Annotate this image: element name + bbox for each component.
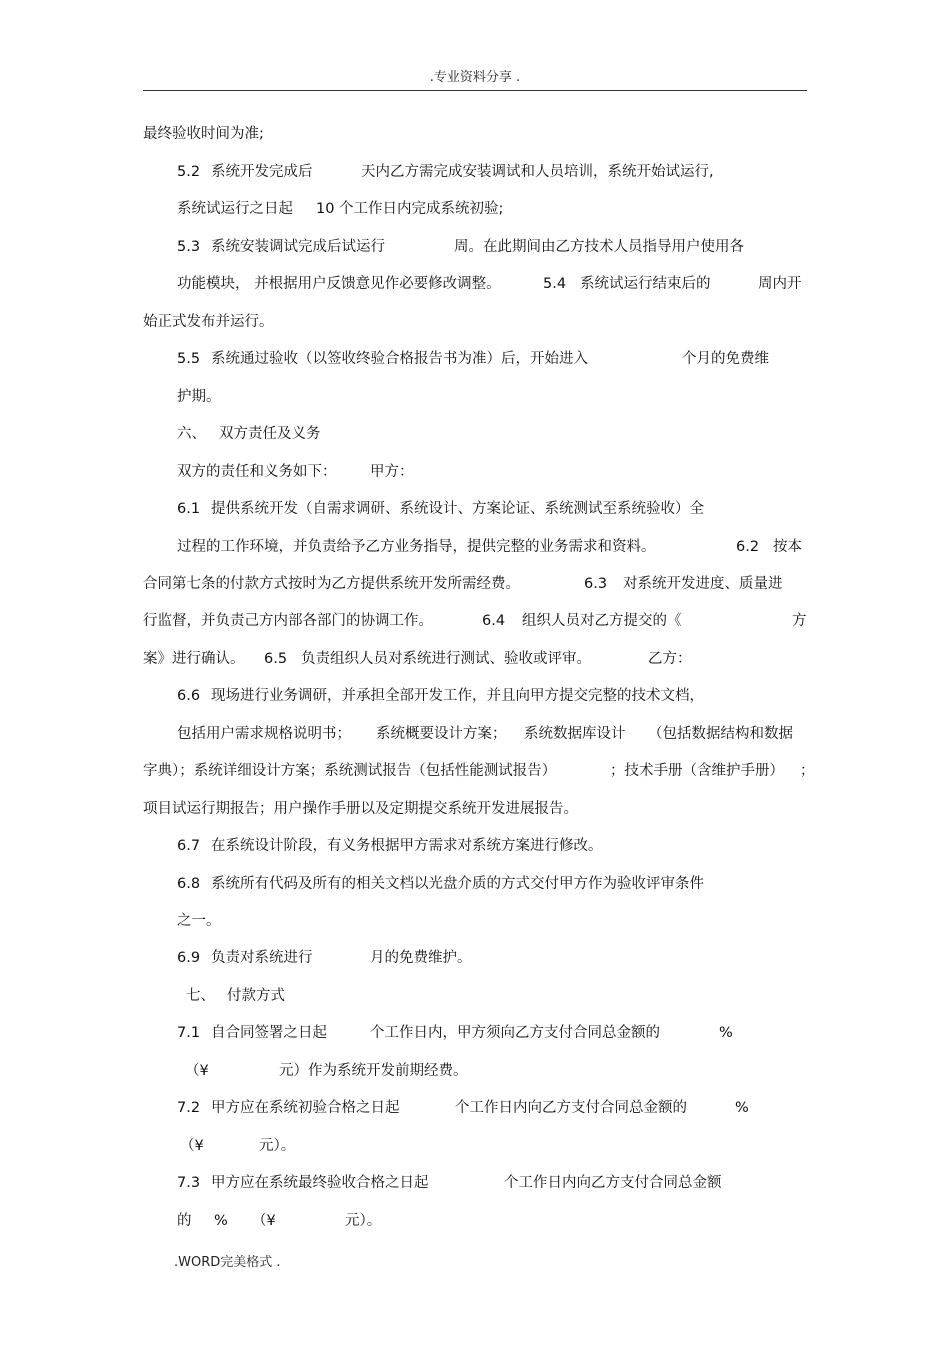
text-line — [0, 948, 950, 968]
text-line — [0, 162, 950, 182]
text-segment: 现场进行业务调研，并承担全部开发工作，并且向甲方提交完整的技术文档， — [211, 688, 704, 704]
text-segment: ； — [800, 763, 815, 779]
text-segment: % — [719, 1025, 733, 1041]
text-segment: 7.1 — [177, 1025, 201, 1041]
text-segment: 6.7 — [177, 838, 201, 854]
text-segment: 负责对系统进行 — [211, 950, 313, 966]
text-segment: % — [214, 1213, 228, 1229]
text-segment: % — [735, 1100, 749, 1116]
text-segment: 个月的免费维 — [682, 351, 769, 367]
text-line — [0, 836, 950, 856]
text-segment: 6.5 — [264, 651, 288, 667]
text-segment: 5.3 — [177, 239, 201, 255]
text-line — [0, 1173, 950, 1193]
text-segment: 在系统设计阶段，有义务根据甲方需求对系统方案进行修改。 — [211, 838, 603, 854]
text-segment: 天内乙方需完成安装调试和人员培训，系统开始试运行, — [361, 164, 714, 180]
text-line — [0, 799, 950, 819]
text-segment: 6.1 — [177, 501, 201, 517]
text-segment: 甲方应在系统初验合格之日起 — [211, 1100, 400, 1116]
text-segment: 过程的工作环境，并负责给予乙方业务指导，提供完整的业务需求和资料。 — [177, 539, 656, 555]
text-segment: 提供系统开发（自需求调研、系统设计、方案论证、系统测试至系统验收）全 — [211, 501, 704, 517]
text-segment: 乙方： — [648, 651, 692, 667]
text-line — [0, 312, 950, 332]
text-segment: （¥ — [252, 1213, 276, 1229]
text-segment: 甲方： — [370, 464, 414, 480]
text-segment: 项目试运行期报告；用户操作手册以及定期提交系统开发进展报告。 — [143, 801, 578, 817]
text-line — [0, 1023, 950, 1043]
text-segment: 甲方应在系统最终验收合格之日起 — [211, 1175, 429, 1191]
text-line — [0, 199, 950, 219]
text-segment: 系统概要设计方案； — [376, 726, 507, 742]
text-segment: 合同第七条的付款方式按时为乙方提供系统开发所需经费。 — [143, 576, 520, 592]
text-segment: 组织人员对乙方提交的《 — [522, 613, 682, 629]
text-segment: 负责组织人员对系统进行测试、验收或评审。 — [301, 651, 591, 667]
text-segment: 对系统开发进度、质量进 — [623, 576, 783, 592]
text-line — [0, 424, 950, 444]
page-footer: .WORD完美格式 . — [174, 1255, 281, 1270]
text-line — [0, 1136, 950, 1156]
text-line — [0, 274, 950, 294]
text-line — [0, 124, 950, 144]
text-line — [0, 874, 950, 894]
text-segment: 6.6 — [177, 688, 201, 704]
text-segment: 个工作日内向乙方支付合同总金额 — [504, 1175, 722, 1191]
text-line — [0, 537, 950, 557]
text-segment: 元）。 — [259, 1138, 296, 1154]
text-segment: 付款方式 — [227, 988, 285, 1004]
text-segment: 之一。 — [177, 913, 221, 929]
text-line — [0, 611, 950, 631]
text-line — [0, 574, 950, 594]
text-segment: 10 个工作日内完成系统初验; — [316, 201, 504, 217]
text-segment: 系统试运行结束后的 — [580, 276, 711, 292]
text-segment: 6.2 — [736, 539, 760, 555]
text-segment: （¥ — [185, 1063, 209, 1079]
text-segment: 护期。 — [177, 389, 221, 405]
header-divider — [143, 90, 807, 91]
text-segment: 元）作为系统开发前期经费。 — [279, 1063, 468, 1079]
text-segment: （¥ — [180, 1138, 204, 1154]
text-segment: 周。在此期间由乙方技术人员指导用户使用各 — [454, 239, 744, 255]
text-segment: 系统开发完成后 — [211, 164, 313, 180]
text-segment: 字典）；系统详细设计方案；系统测试报告（包括性能测试报告） — [143, 763, 557, 779]
text-segment: 六、 — [177, 426, 206, 442]
text-segment: 按本 — [773, 539, 802, 555]
text-segment: 月的免费维护。 — [370, 950, 472, 966]
text-segment: 个工作日内向乙方支付合同总金额的 — [455, 1100, 687, 1116]
text-line — [0, 1211, 950, 1231]
text-segment: 元）。 — [345, 1213, 382, 1229]
text-segment: 系统数据库设计 — [524, 726, 626, 742]
text-segment: 6.3 — [584, 576, 608, 592]
text-line — [0, 986, 950, 1006]
text-segment: ；技术手册（含维护手册） — [610, 763, 784, 779]
text-segment: 行监督，并负责己方内部各部门的协调工作。 — [143, 613, 433, 629]
text-segment: 案》进行确认。 — [143, 651, 245, 667]
page-header: .专业资料分享 . — [429, 70, 521, 85]
text-segment: （包括数据结构和数据 — [648, 726, 793, 742]
text-line — [0, 499, 950, 519]
text-segment: 5.2 — [177, 164, 201, 180]
text-segment: 6.8 — [177, 876, 201, 892]
text-segment: 双方责任及义务 — [219, 426, 321, 442]
text-segment: 最终验收时间为准; — [143, 126, 264, 142]
text-segment: 系统安装调试完成后试运行 — [211, 239, 385, 255]
text-line — [0, 686, 950, 706]
text-segment: 6.4 — [482, 613, 506, 629]
text-line — [0, 911, 950, 931]
text-segment: 方 — [792, 613, 807, 629]
text-line — [0, 761, 950, 781]
text-segment: 自合同签署之日起 — [211, 1025, 327, 1041]
text-line — [0, 237, 950, 257]
text-line — [0, 349, 950, 369]
text-line — [0, 1098, 950, 1118]
text-segment: 的 — [177, 1213, 192, 1229]
text-segment: 七、 — [186, 988, 215, 1004]
text-segment: 双方的责任和义务如下： — [177, 464, 337, 480]
text-segment: 系统所有代码及所有的相关文档以光盘介质的方式交付甲方作为验收评审条件 — [211, 876, 704, 892]
text-segment: 7.3 — [177, 1175, 201, 1191]
text-line — [0, 1061, 950, 1081]
text-segment: 6.9 — [177, 950, 201, 966]
text-segment: 系统试运行之日起 — [177, 201, 293, 217]
text-segment: 系统通过验收（以签收终验合格报告书为准）后，开始进入 — [211, 351, 588, 367]
text-segment: 周内开 — [758, 276, 802, 292]
text-segment: 包括用户需求规格说明书； — [177, 726, 351, 742]
text-line — [0, 387, 950, 407]
text-segment: 5.5 — [177, 351, 201, 367]
text-segment: 5.4 — [543, 276, 567, 292]
text-segment: 个工作日内，甲方须向乙方支付合同总金额的 — [370, 1025, 660, 1041]
text-segment: 7.2 — [177, 1100, 201, 1116]
text-line — [0, 724, 950, 744]
text-segment: 始正式发布并运行。 — [143, 314, 274, 330]
text-line — [0, 649, 950, 669]
text-segment: 功能模块， 并根据用户反馈意见作必要修改调整。 — [177, 276, 501, 292]
text-line — [0, 462, 950, 482]
